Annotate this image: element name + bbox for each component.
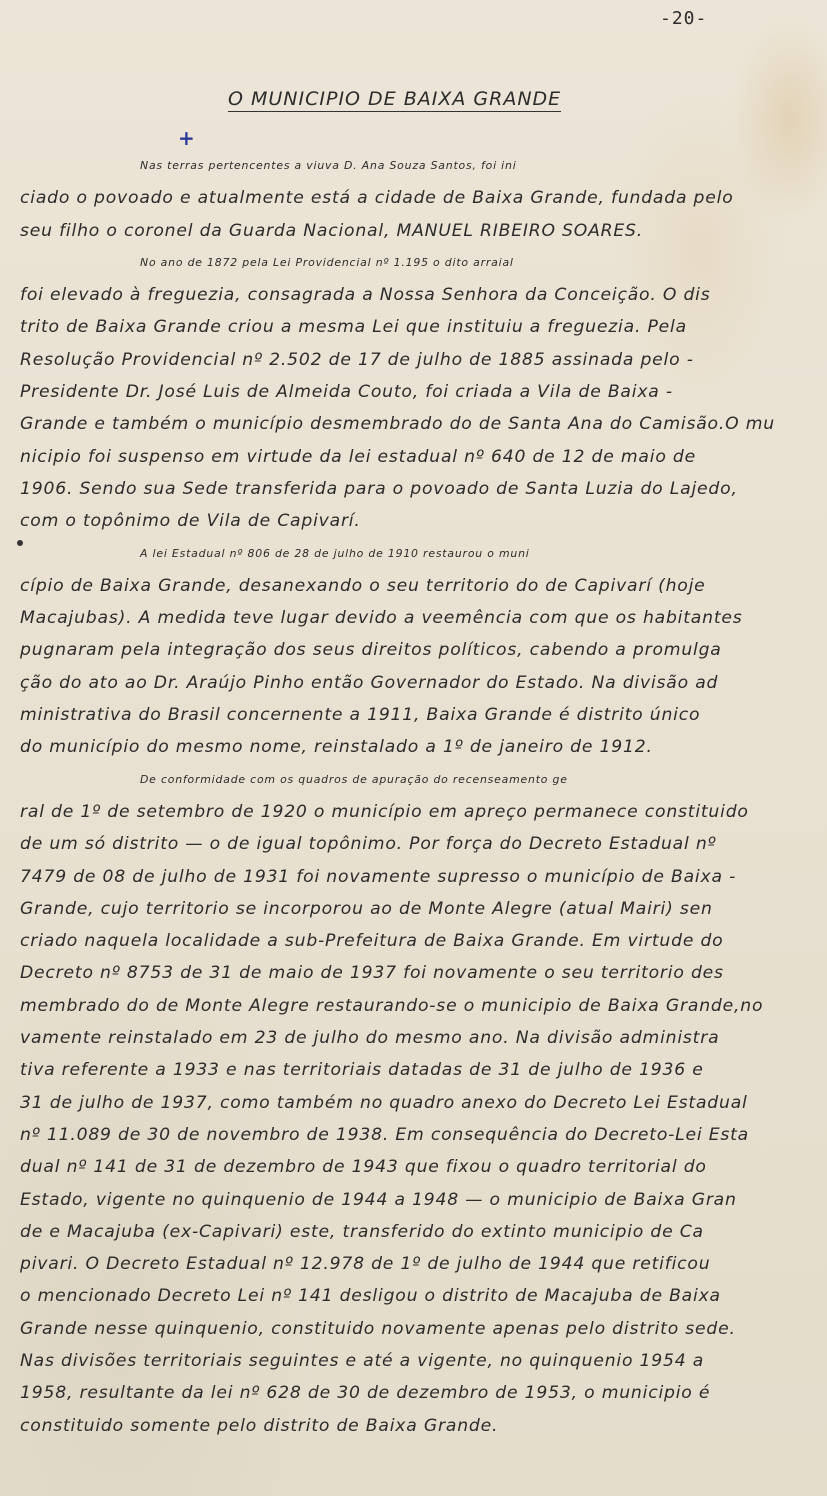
text-line: Decreto nº 8753 de 31 de maio de 1937 foi novamente o seu territorio des [20,963,724,984]
text-line: de e Macajuba (ex-Capivari) este, transferido do extinto municipio de Ca [20,1221,704,1242]
text-line: 1958, resultante da lei nº 628 de 30 de dezembro de 1953, o municipio é [20,1383,711,1404]
text-line: 1906. Sendo sua Sede transferida para o povoado de Santa Luzia do Lajedo, [20,478,738,499]
handwritten-cross-mark: + [178,126,195,150]
text-line: No ano de 1872 pela Lei Providencial nº 1.195 o dito arraial [140,255,514,269]
text-line: Nas divisões territoriais seguintes e até a vigente, no quinquenio 1954 a [20,1350,705,1371]
text-line: De conformidade com os quadros de apuração do recenseamento ge [140,772,568,786]
text-line: ministrativa do Brasil concernente a 1911, Baixa Grande é distrito único [20,705,701,726]
text-line: do município do mesmo nome, reinstalado a 1º de janeiro de 1912. [20,737,653,758]
text-line: constituido somente pelo distrito de Baixa Grande. [20,1415,499,1436]
text-line: Grande, cujo territorio se incorporou ao de Monte Alegre (atual Mairi) sen [20,898,713,919]
text-line: foi elevado à freguezia, consagrada a Nossa Senhora da Conceição. O dis [20,285,711,306]
text-line: nicipio foi suspenso em virtude da lei estadual nº 640 de 12 de maio de [20,446,696,467]
text-line: 31 de julho de 1937, como também no quadro anexo do Decreto Lei Estadual [20,1092,748,1113]
text-line: o mencionado Decreto Lei nº 141 desligou o distrito de Macajuba de Baixa [20,1286,721,1307]
text-line: ciado o povoado e atualmente está a cidade de Baixa Grande, fundada pelo [20,188,734,209]
text-line: criado naquela localidade a sub-Prefeitura de Baixa Grande. Em virtude do [20,931,724,952]
text-line: pivari. O Decreto Estadual nº 12.978 de 1º de julho de 1944 que retificou [20,1254,711,1275]
text-line: Nas terras pertencentes a viuva D. Ana Souza Santos, foi ini [140,159,517,172]
text-line: tiva referente a 1933 e nas territoriais datadas de 31 de julho de 1936 e [20,1060,704,1081]
text-line: com o topônimo de Vila de Capivarí. [20,511,361,532]
text-line: Presidente Dr. José Luis de Almeida Couto, foi criada a Vila de Baixa - [20,382,673,403]
text-line: Grande nesse quinquenio, constituido novamente apenas pelo distrito sede. [20,1318,736,1339]
text-line: ção do ato ao Dr. Araújo Pinho então Governador do Estado. Na divisão ad [20,672,719,693]
text-line: de um só distrito — o de igual topônimo. Por força do Decreto Estadual nº [20,834,717,855]
text-line: dual nº 141 de 31 de dezembro de 1943 que fixou o quadro territorial do [20,1157,707,1178]
text-line: membrado do de Monte Alegre restaurando-se o municipio de Baixa Grande,no [20,995,764,1016]
text-line: 7479 de 08 de julho de 1931 foi novamente supresso o município de Baixa - [20,866,737,887]
text-line: nº 11.089 de 30 de novembro de 1938. Em consequência do Decreto-Lei Esta [20,1124,750,1145]
text-line: A lei Estadual nº 806 de 28 de julho de 1910 restaurou o muni [140,546,530,560]
text-line: cípio de Baixa Grande, desanexando o seu territorio do de Capivarí (hoje [20,575,706,596]
text-line: trito de Baixa Grande criou a mesma Lei que instituiu a freguezia. Pela [20,317,687,338]
text-line: Grande e também o município desmembrado do de Santa Ana do Camisão.O mu [20,414,775,435]
document-body [20,150,820,1442]
text-line: pugnaram pela integração dos seus direitos políticos, cabendo a promulga [20,640,722,661]
document-title: O MUNICIPIO DE BAIXA GRANDE [228,88,562,110]
text-line: Macajubas). A medida teve lugar devido a veemência com que os habitantes [20,608,743,629]
text-line: Estado, vigente no quinquenio de 1944 a 1948 — o municipio de Baixa Gran [20,1189,737,1210]
text-line: Resolução Providencial nº 2.502 de 17 de julho de 1885 assinada pelo - [20,349,694,370]
text-line: seu filho o coronel da Guarda Nacional, MANUEL RIBEIRO SOARES. [20,220,644,241]
text-line: ral de 1º de setembro de 1920 o município em apreço permanece constituido [20,801,749,822]
text-line: vamente reinstalado em 23 de julho do mesmo ano. Na divisão administra [20,1028,720,1049]
page-number: -20- [660,8,708,29]
